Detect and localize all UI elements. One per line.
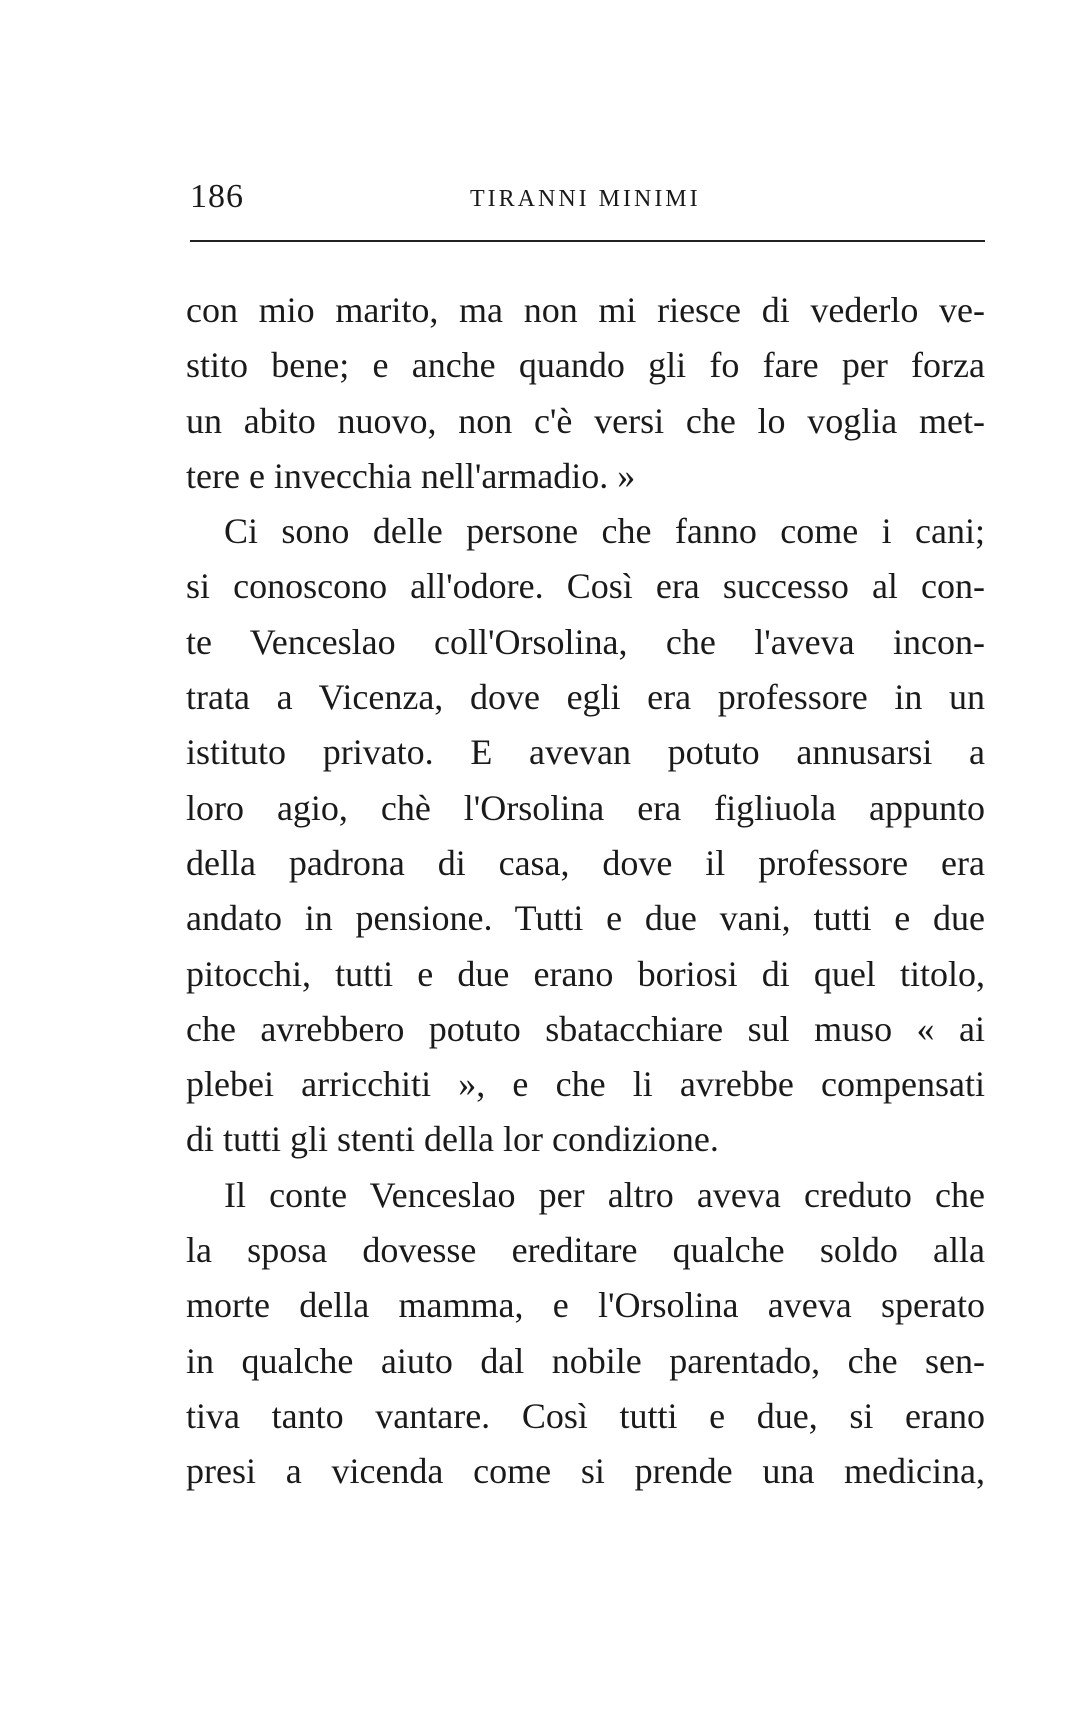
paragraph-3: [186, 1168, 985, 1500]
running-head: [190, 178, 985, 228]
text-line: Ci sono delle persone che fanno come i cani;: [224, 511, 985, 552]
text-line: pitocchi, tutti e due erano boriosi di quel titolo,: [186, 953, 985, 994]
text-line: della padrona di casa, dove il professore era: [186, 842, 985, 883]
page-number: 186: [190, 178, 244, 215]
text-line: un abito nuovo, non c'è versi che lo voglia met-: [186, 400, 985, 441]
text-line: plebei arricchiti », e che li avrebbe compensati: [186, 1064, 985, 1105]
text-line: andato in pensione. Tutti e due vani, tutti e due: [186, 898, 985, 939]
text-line: tiva tanto vantare. Così tutti e due, si erano: [186, 1395, 985, 1436]
text-line: morte della mamma, e l'Orsolina aveva sperato: [186, 1285, 985, 1326]
text-line: si conoscono all'odore. Così era successo al con-: [186, 566, 985, 607]
running-title: TIRANNI MINIMI: [470, 186, 701, 212]
text-line: Il conte Venceslao per altro aveva creduto che: [224, 1174, 985, 1215]
text-line: loro agio, chè l'Orsolina era figliuola appunto: [186, 787, 985, 828]
text-line: la sposa dovesse ereditare qualche soldo alla: [186, 1230, 985, 1271]
body-text: [186, 283, 985, 1500]
text-line: te Venceslao coll'Orsolina, che l'aveva incon-: [186, 621, 985, 662]
header-rule: [190, 240, 985, 242]
text-line: tere e invecchia nell'armadio. »: [186, 455, 636, 496]
paragraph-2: [186, 504, 985, 1168]
text-line: in qualche aiuto dal nobile parentado, che sen-: [186, 1340, 985, 1381]
text-line: trata a Vicenza, dove egli era professore in un: [186, 677, 985, 718]
paragraph-1: [186, 283, 985, 504]
text-line: di tutti gli stenti della lor condizione.: [186, 1119, 719, 1160]
text-line: presi a vicenda come si prende una medicina,: [186, 1451, 985, 1492]
text-line: con mio marito, ma non mi riesce di vederlo ve-: [186, 290, 985, 330]
text-line: stito bene; e anche quando gli fo fare per forza: [186, 345, 985, 386]
text-line: che avrebbero potuto sbatacchiare sul muso « ai: [186, 1008, 985, 1049]
text-line: istituto privato. E avevan potuto annusarsi a: [186, 732, 985, 773]
